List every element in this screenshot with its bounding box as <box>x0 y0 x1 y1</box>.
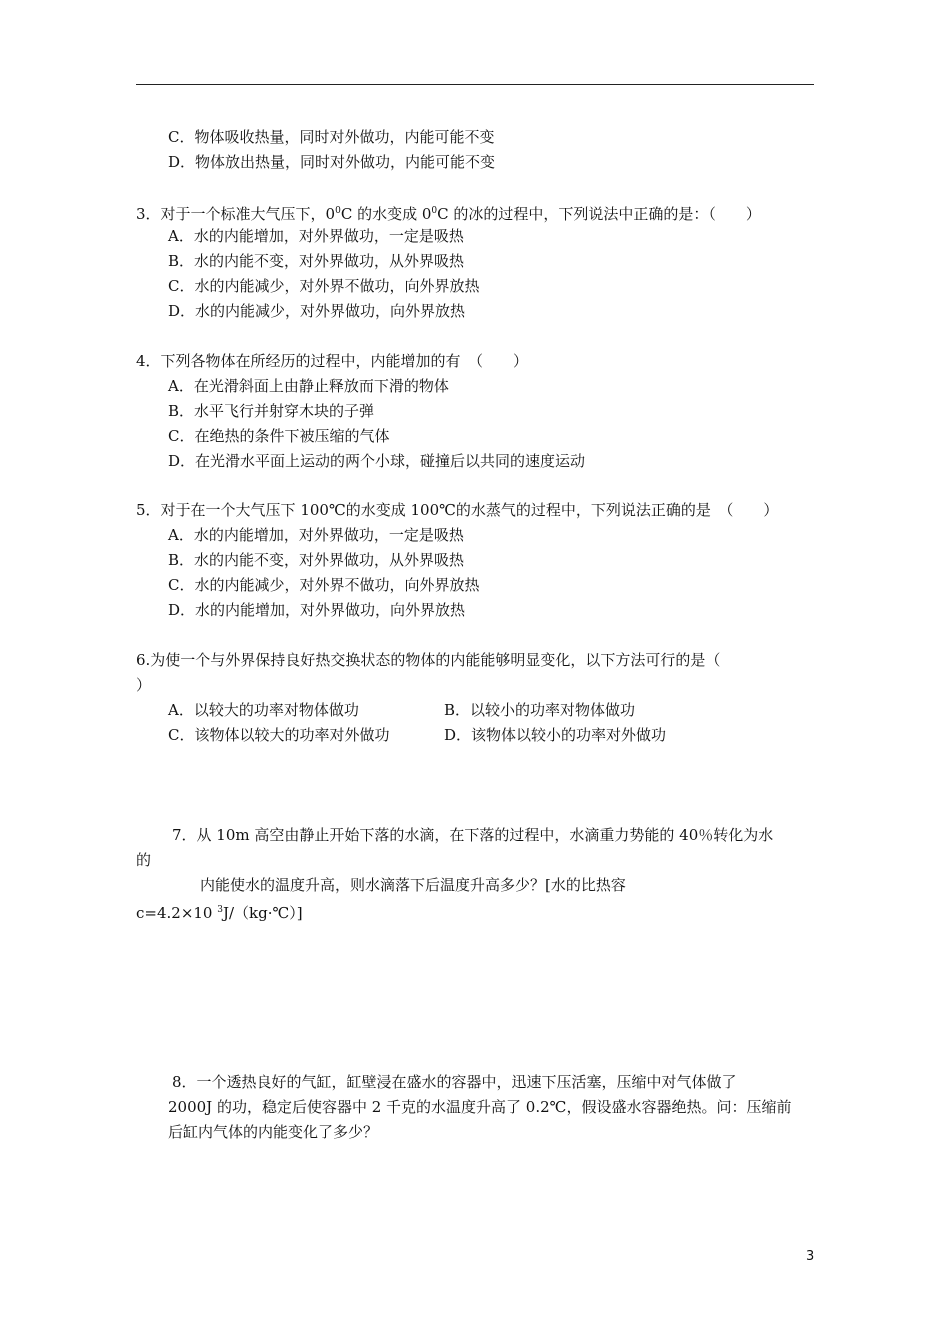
question-6-stem: 6.为使一个与外界保持良好热交换状态的物体的内能能够明显变化，以下方法可行的是（ <box>136 651 721 669</box>
question-5-option-a: A．水的内能增加，对外界做功，一定是吸热 <box>168 526 464 544</box>
question-6-option-c: C．该物体以较大的功率对外做功 <box>168 726 390 744</box>
question-7-line-2: 的 <box>136 851 152 869</box>
question-4-option-b: B．水平飞行并射穿木块的子弹 <box>168 402 375 420</box>
question-5-option-c: C．水的内能减少，对外界不做功，向外界放热 <box>168 576 480 594</box>
question-8-line-2: 2000J 的功，稳定后使容器中 2 千克的水温度升高了 0.2℃，假设盛水容器绝热。问：压缩前 <box>168 1098 792 1116</box>
question-8-line-1: 8．一个透热良好的气缸，缸壁浸在盛水的容器中，迅速下压活塞，压缩中对气体做了 <box>172 1073 737 1091</box>
question-3-option-b: B．水的内能不变，对外界做功，从外界吸热 <box>168 252 465 270</box>
question-5-option-b: B．水的内能不变，对外界做功，从外界吸热 <box>168 551 465 569</box>
prev-option-c: C．物体吸收热量，同时对外做功，内能可能不变 <box>168 128 495 146</box>
question-7-line-4: c=4.2×10 $^3$J/（kg·℃）] <box>136 904 303 922</box>
question-6-option-d: D．该物体以较小的功率对外做功 <box>444 726 667 744</box>
question-6-option-a: A．以较大的功率对物体做功 <box>168 701 359 719</box>
question-4-option-a: A．在光滑斜面上由静止释放而下滑的物体 <box>168 377 449 395</box>
header-rule <box>136 84 814 85</box>
question-4-stem: 4．下列各物体在所经历的过程中，内能增加的有 （ ） <box>136 352 529 370</box>
prev-option-d: D．物体放出热量，同时对外做功，内能可能不变 <box>168 153 496 171</box>
question-3-stem: 3．对于一个标准大气压下，$0^0C$ 的水变成 $0^0C$ 的冰的过程中，下列说法中正确的是：（ ） <box>136 205 761 223</box>
question-6-option-b: B．以较小的功率对物体做功 <box>444 701 636 719</box>
question-7-line-1: 7．从 10m 高空由静止开始下落的水滴，在下落的过程中，水滴重力势能的 40％转化为水 <box>172 826 774 844</box>
question-5-option-d: D．水的内能增加，对外界做功，向外界放热 <box>168 601 466 619</box>
question-3-option-c: C．水的内能减少，对外界不做功，向外界放热 <box>168 277 480 295</box>
question-3-option-d: D．水的内能减少，对外界做功，向外界放热 <box>168 302 466 320</box>
question-4-option-c: C．在绝热的条件下被压缩的气体 <box>168 427 390 445</box>
question-8-line-3: 后缸内气体的内能变化了多少？ <box>168 1123 379 1141</box>
question-3-option-a: A．水的内能增加，对外界做功，一定是吸热 <box>168 227 464 245</box>
question-4-option-d: D．在光滑水平面上运动的两个小球，碰撞后以共同的速度运动 <box>168 452 586 470</box>
question-5-stem: 5．对于在一个大气压下 100℃的水变成 100℃的水蒸气的过程中，下列说法正确的是 （ ） <box>136 501 779 519</box>
question-7-line-3: 内能使水的温度升高，则水滴落下后温度升高多少？[水的比热容 <box>200 876 626 894</box>
page-number: 3 <box>806 1249 815 1264</box>
question-6-stem-cont: ） <box>136 676 152 694</box>
